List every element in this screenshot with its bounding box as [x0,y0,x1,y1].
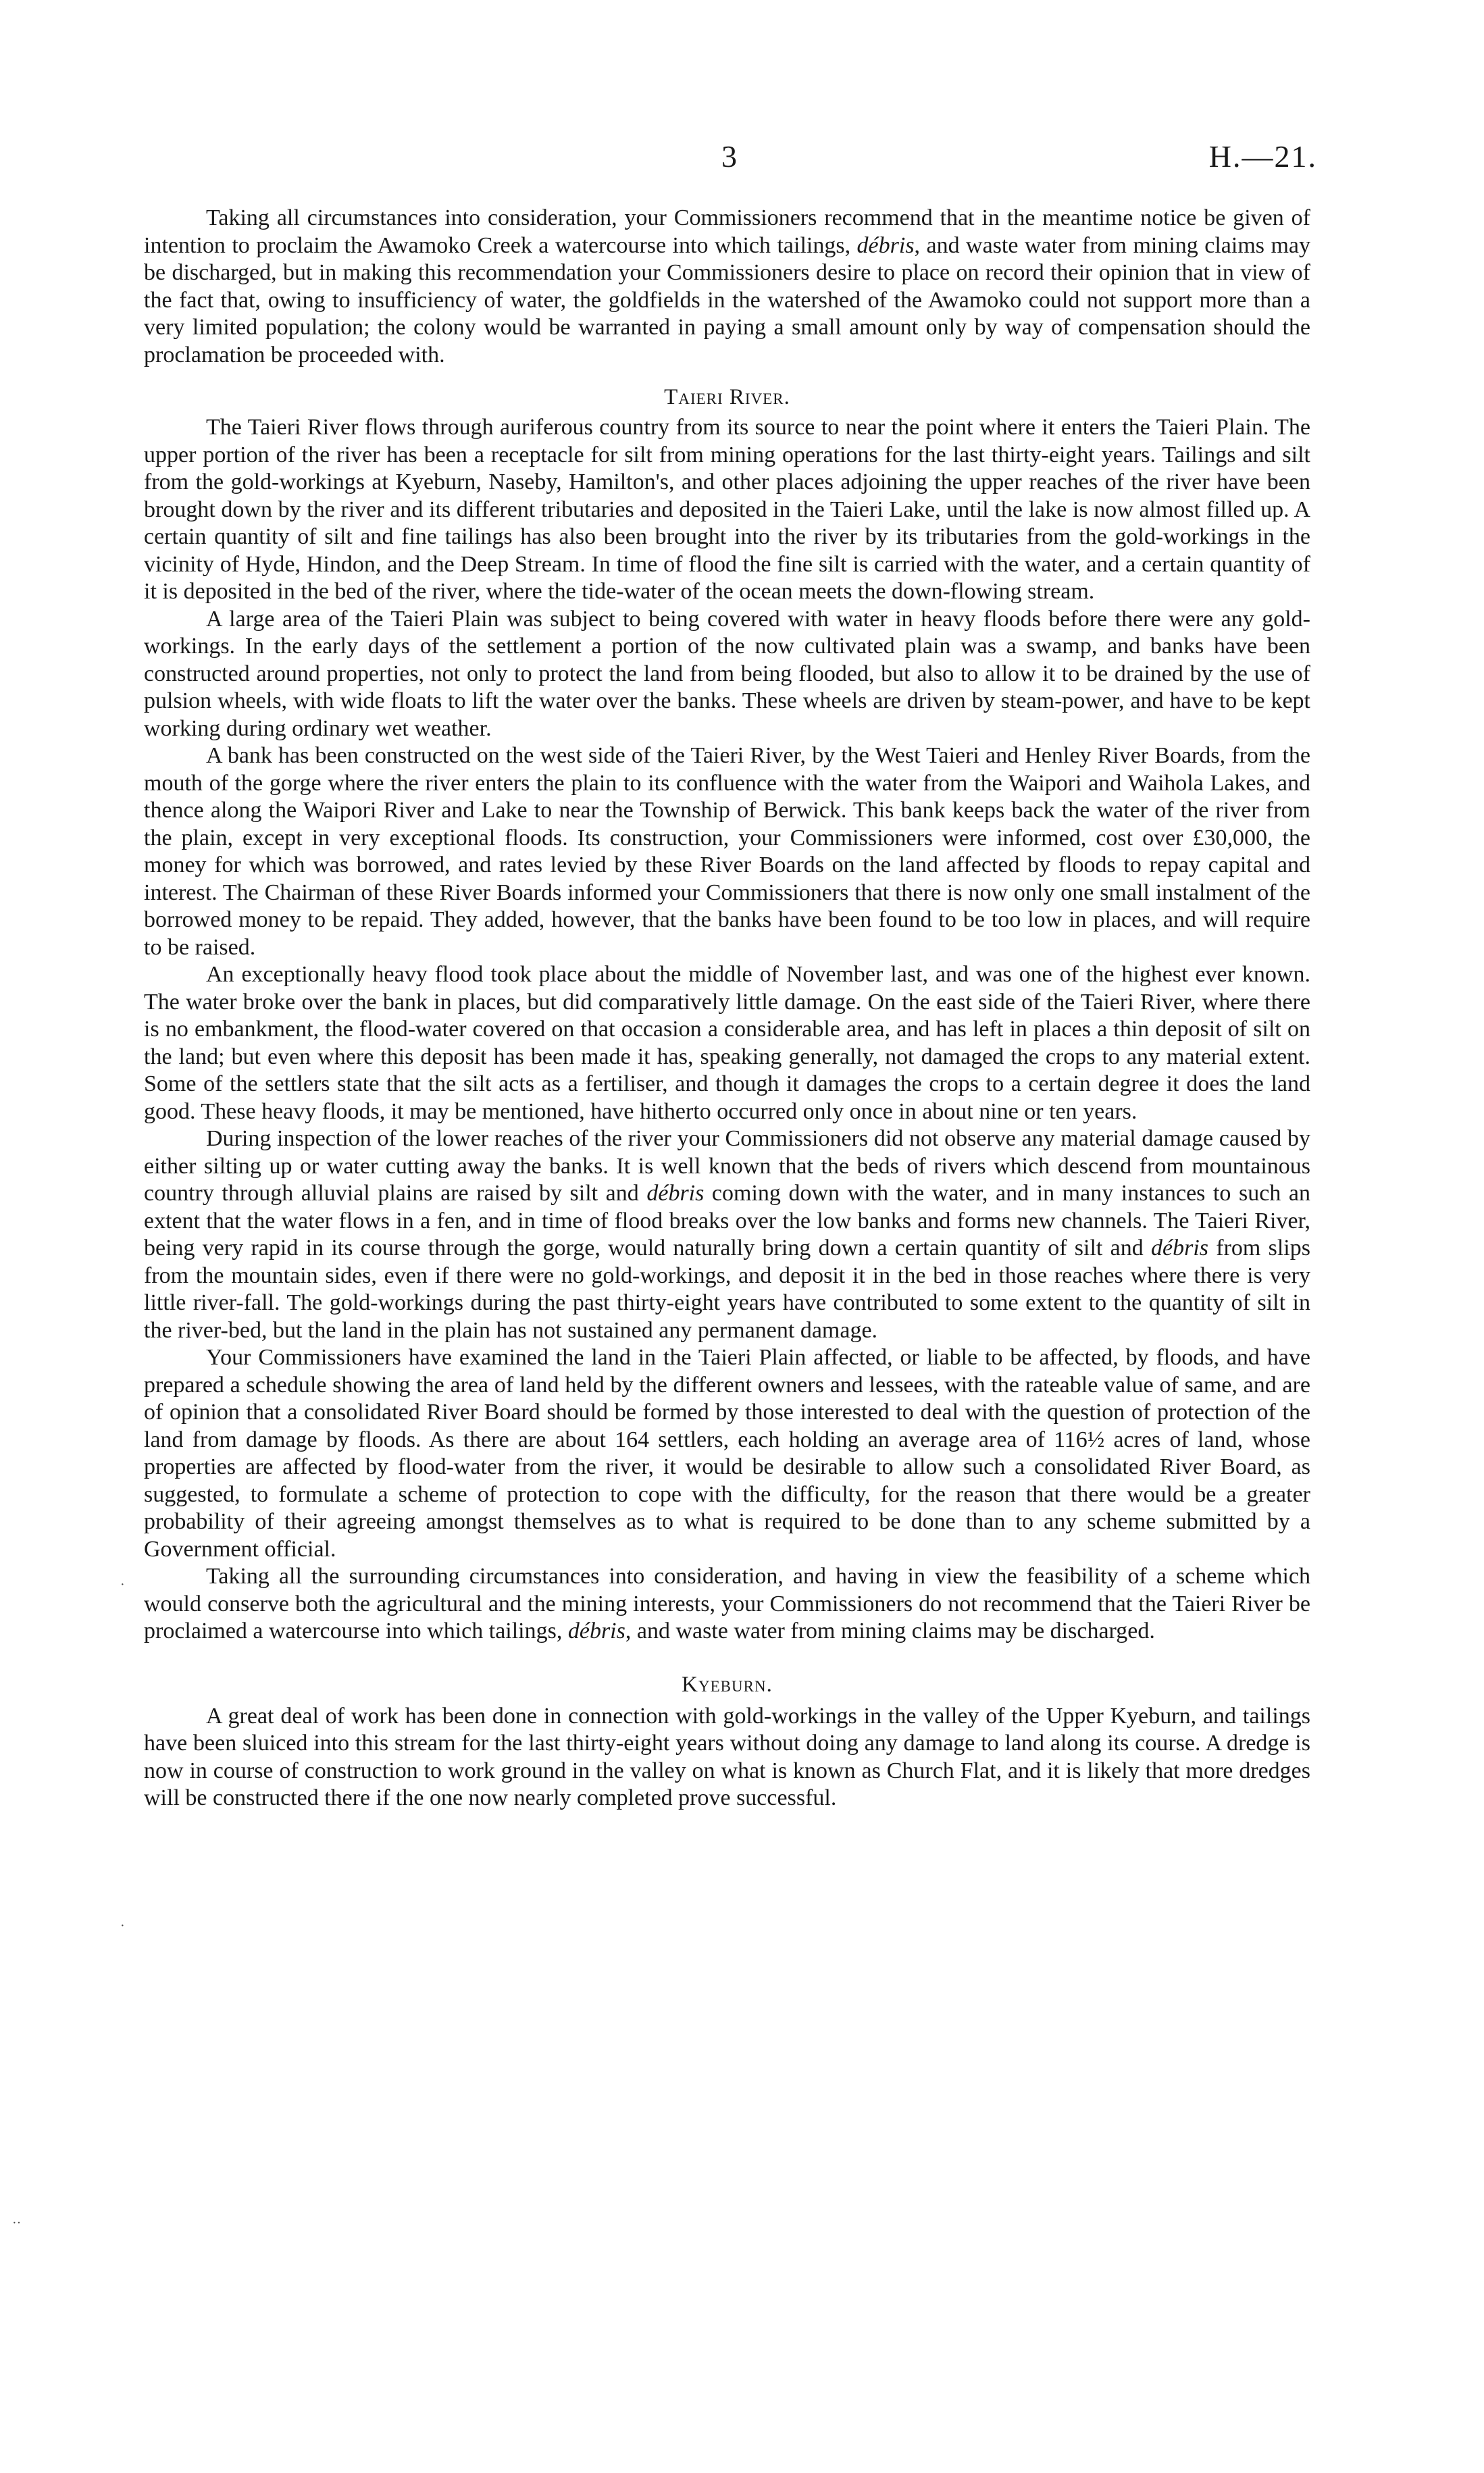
page-header [0,138,1484,186]
taieri-paragraph-2: A large area of the Taieri Plain was subject to being covered with water in heavy floods before there were any gold-workings. In the early days of the settlement a portion of the now cultivated plain was a swamp, and banks have been constructed around properties, not only to protect the land from being flooded, but also to allow it to be drained by the use of pulsion wheels, with wide floats to lift the water over the banks. These wheels are driven by steam-power, and have to be kept working during ordinary wet weather. [144,606,1310,741]
page-number: 3 [721,139,737,174]
section-heading-kyeburn: Kyeburn. [682,1672,773,1697]
taieri-paragraph-7: Taking all the surrounding circumstances into consideration, and having in view the feasibility of a scheme which would conserve both the agricultural and the mining interests, your Commissioners do not recommend that the Taieri River be proclaimed a watercourse into which tailings, débris, and waste water from mining claims may be discharged. [144,1564,1310,1643]
margin-speck: ·· [12,2216,22,2230]
taieri-paragraph-1: The Taieri River flows through auriferous country from its source to near the point where it enters the Taieri Plain. The upper portion of the river has been a receptacle for silt from mining operations for the last thirty-eight years. Tailings and silt from the gold-workings at Kyeburn, Naseby, Hamilton's, and other places adjoining the upper reaches of the river have been brought down by the river and its different tributaries and deposited in the Taieri Lake, until the lake is now almost filled up. A certain quantity of silt and fine tailings has also been brought into the river by its tributaries from the gold-workings in the vicinity of Hyde, Hindon, and the Deep Stream. In time of flood the fine silt is carried with the water, and a certain quantity of it is deposited in the bed of the river, where the tide-water of the ocean meets the down-flowing stream. [144,415,1310,604]
taieri-paragraph-4: An exceptionally heavy flood took place about the middle of November last, and was one of the highest ever known. The water broke over the bank in places, but did comparatively little damage. On the east side of the Taieri River, where there is no embankment, the flood-water covered on that occasion a considerable area, and has left in places a thin deposit of silt on the land; but even where this deposit has been made it has, speaking generally, not damaged the crops to any material extent. Some of the settlers state that the silt acts as a fertiliser, and though it damages the crops to a certain degree it does the land good. These heavy floods, it may be mentioned, have hitherto occurred only once in about nine or ten years. [144,962,1310,1124]
taieri-paragraph-5: During inspection of the lower reaches of the river your Commissioners did not observe any material damage caused by either silting up or water cutting away the banks. It is well known that the beds of rivers which descend from mountainous country through alluvial plains are raised by silt and débris coming down with the water, and in many instances to such an extent that the water flows in a fen, and in time of flood breaks over the low banks and forms new channels. The Taieri River, being very rapid in its course through the gorge, would naturally bring down a certain quantity of silt and débris from slips from the mountain sides, even if there were no gold-workings, and deposit it in the bed in those reaches where there is very little river-fall. The gold-workings during the past thirty-eight years have contributed to some extent to the quantity of silt in the river-bed, but the land in the plain has not sustained any permanent damage. [144,1126,1311,1343]
taieri-paragraph-6: Your Commissioners have examined the land in the Taieri Plain affected, or liable to be affected, by floods, and have prepared a schedule showing the area of land held by the different owners and lessees, with the rateable value of same, and are of opinion that a consolidated River Board should be formed by those interested to deal with the question of protection of the land from damage by floods. As there are about 164 settlers, each holding an average area of 116½ acres of land, whose properties are affected by flood-water from the river, it would be desirable to allow such a consolidated River Board, as suggested, to formulate a scheme of protection to cope with the difficulty, for the reason that there would be a greater probability of their agreeing amongst themselves as to what is required to be done than to any scheme submitted by a Government official. [144,1345,1310,1562]
document-reference: H.—21. [1208,139,1317,174]
intro-paragraph: Taking all circumstances into consideration, your Commissioners recommend that in the meantime notice be given of intention to proclaim the Awamoko Creek a watercourse into which tailings, débris, and waste water from mining claims may be discharged, but in making this recommendation your Commissioners desire to place on record their opinion that in view of the fact that, owing to insufficiency of water, the goldfields in the watershed of the Awamoko could not support more than a very limited population; the colony would be warranted in paying a small amount only by way of compensation should the proclamation be proceeded with. [144,205,1311,367]
document-body [144,205,1310,1812]
section-heading-taieri-river: Taieri River. [664,385,790,409]
kyeburn-paragraph-1: A great deal of work has been done in connection with gold-workings in the valley of the Upper Kyeburn, and tailings have been sluiced into this stream for the last thirty-eight years without doing any damage to land along its course. A dredge is now in course of construction to work ground in the valley on what is known as Church Flat, and it is likely that more dredges will be constructed there if the one now nearly completed prove successful. [144,1703,1310,1810]
margin-speck: · [120,1918,125,1933]
margin-speck: · [120,1577,125,1592]
taieri-paragraph-3: A bank has been constructed on the west side of the Taieri River, by the West Taieri and Henley River Boards, from the mouth of the gorge where the river enters the plain to its confluence with the water from the Waipori and Waihola Lakes, and thence along the Waipori River and Lake to near the Township of Berwick. This bank keeps back the water of the river from the plain, except in very exceptional floods. Its construction, your Commissioners were informed, cost over £30,000, the money for which was borrowed, and rates levied by these River Boards on the land affected by floods to repay capital and interest. The Chairman of these River Boards informed your Commissioners that there is now only one small instalment of the borrowed money to be repaid. They added, however, that the banks have been found to be too low in places, and will require to be raised. [144,743,1310,960]
